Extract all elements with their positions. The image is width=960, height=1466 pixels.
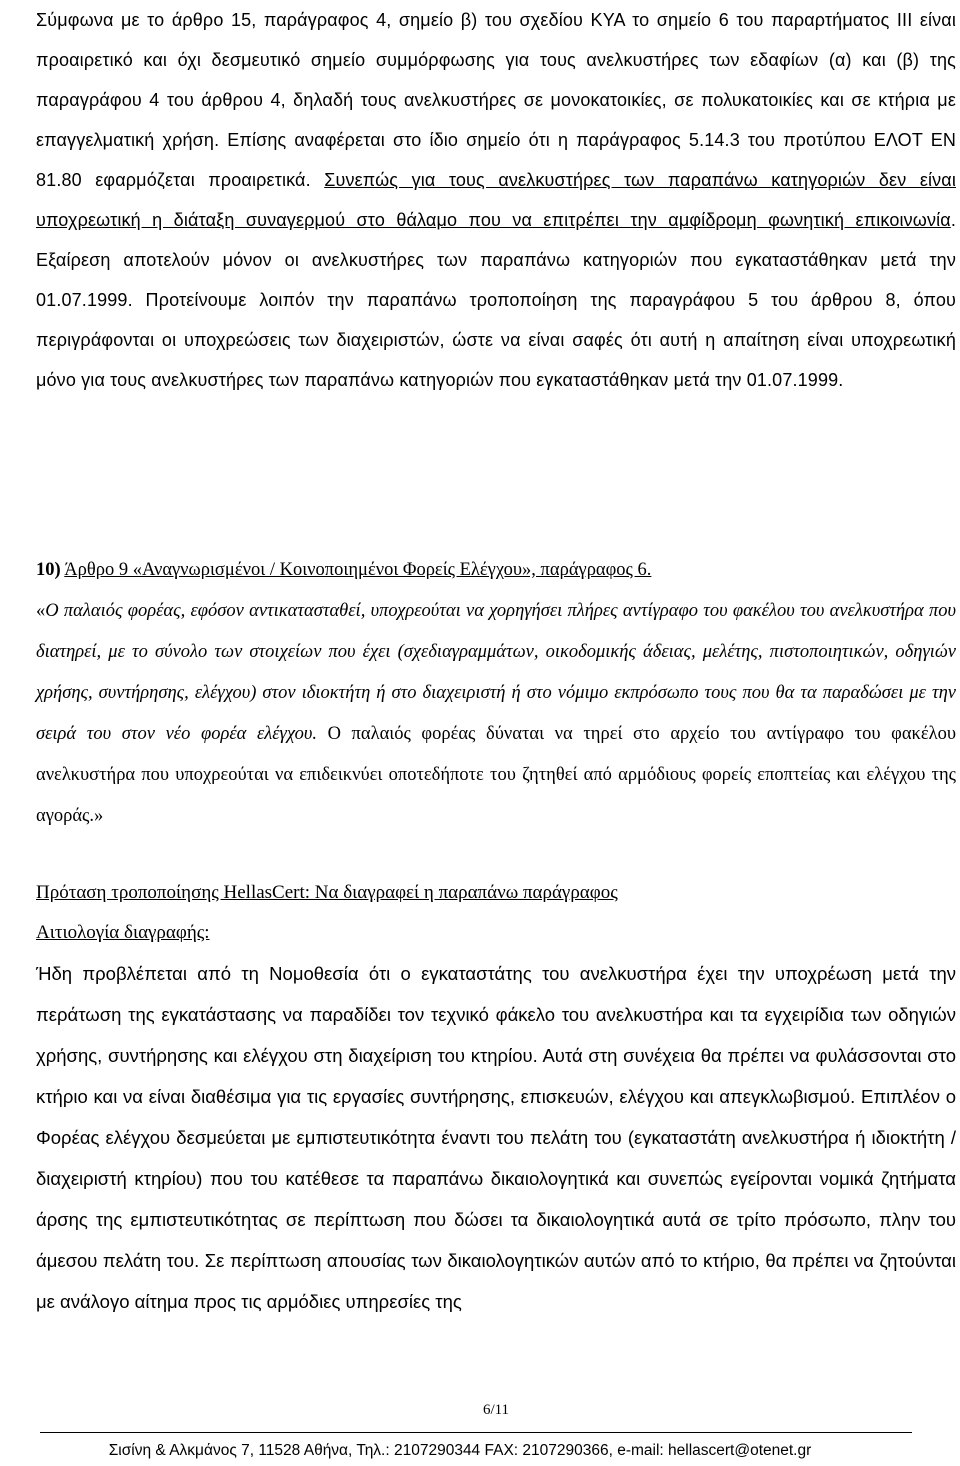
reason-paragraph: Ήδη προβλέπεται από τη Νομοθεσία ότι ο εγκαταστάτης του ανελκυστήρα έχει την υποχρέωση μετά την περάτωση της εγκατάστασης να παραδίδει τον τεχνικό φάκελο του ανελκυστήρα και τα εγχειρίδια των οδηγιών χρήσης, συντήρησης και ελέγχου στη διαχείριση του κτηρίου. Αυτά στη συνέχεια θα πρέπει να φυλάσσονται στο κτήριο και να είναι διαθέσιμα για τις εργασίες συντήρησης, επισκευών, ελέγχου και απεγκλωβισμού. Επιπλέον ο Φορέας ελέγχου δεσμεύεται με εμπιστευτικότητα έναντι του πελάτη του (εγκαταστάτη ανελκυστήρα ή ιδιοκτήτη / διαχειριστή κτηρίου) που του κατέθεσε τα παραπάνω δικαιολογητικά και συνεπώς εγείρονται νομικά ζητήματα άρσης της εμπιστευτικότητας σε περίπτωση που δώσει τα δικαιολογητικά αυτά σε τρίτο πρόσωπο, πλην του άμεσου πελάτη του. Σε περίπτωση απουσίας των δικαιολογητικών αυτών από το κτήριο, θα πρέπει να ζητούνται με ανάλογο αίτημα προς τις αρμόδιες υπηρεσίες της <box>36 963 956 1312</box>
paragraph-rest: . Εξαίρεση αποτελούν μόνον οι ανελκυστήρες των παραπάνω κατηγοριών που εγκαταστάθηκαν μετά την 01.07.1999. Προτείνουμε λοιπόν την παραπάνω τροποποίηση της παραγράφου 5 του άρθρου 8, όπου περιγράφονται οι υποχρεώσεις των διαχειριστών, ώστε να είναι σαφές ότι αυτή η απαίτηση είναι υποχρεωτική μόνο για τους ανελκυστήρες των παραπάνω κατηγοριών που εγκαταστάθηκαν μετά την 01.07.1999. <box>36 210 956 390</box>
quote-close-mark: » <box>94 806 104 826</box>
page-number: 6/11 <box>482 1402 510 1418</box>
page-footer: Σισίνη & Αλκμάνος 7, 11528 Αθήνα, Τηλ.: 2107290344 FAX: 2107290366, e-mail: hellascert@otenet.gr <box>108 1442 812 1459</box>
paragraph-article-15 <box>36 0 956 400</box>
footer-divider <box>40 1432 912 1433</box>
quoted-paragraph <box>36 591 956 837</box>
reason-label: Αιτιολογία διαγραφής: <box>36 922 210 943</box>
quote-upright-text: Ο παλαιός φορέας δύναται να τηρεί στο αρχείο του αντίγραφο του φακέλου ανελκυστήρα που υποχρεούται να επιδεικνύει οποτεδήποτε του ζητηθεί από αρμόδιους φορείς εποπτείας και ελέγχου της αγοράς. <box>36 724 956 826</box>
proposal-heading: Πρόταση τροποποίησης HellasCert: Να διαγραφεί η παραπάνω παράγραφος <box>36 882 618 903</box>
paragraph-intro: Σύμφωνα με το άρθρο 15, παράγραφος 4, σημείο β) του σχεδίου ΚΥΑ το σημείο 6 του παραρτήματος ΙΙΙ είναι προαιρετικό και όχι δεσμευτικό σημείο συμμόρφωσης για τους ανελκυστήρες των εδαφίων (α) και (β) της παραγράφου 4 του άρθρου 4, δηλαδή τους ανελκυστήρες σε μονοκατοικίες, σε πολυκατοικίες και σε κτήρια με επαγγελματική χρήση. Επίσης αναφέρεται στο ίδιο σημείο ότι η παράγραφος 5.14.3 του προτύπου ΕΛΟΤ ΕΝ 81.80 εφαρμόζεται προαιρετικά. <box>36 10 956 190</box>
section-number: 10) <box>36 560 61 580</box>
quote-open-mark: « <box>36 601 46 621</box>
paragraph-underlined-statement: Συνεπώς για τους ανελκυστήρες των παραπάνω κατηγοριών δεν είναι υποχρεωτική η διάταξη συναγερμού στο θάλαμο που να επιτρέπει την αμφίδρομη φωνητική επικοινωνία <box>36 170 956 230</box>
section-title: Άρθρο 9 «Αναγνωρισμένοι / Κοινοποιημένοι Φορείς Ελέγχου», παράγραφος 6. <box>64 560 652 580</box>
section-10-heading <box>36 555 956 585</box>
quote-italic-text: Ο παλαιός φορέας, εφόσον αντικατασταθεί, υποχρεούται να χορηγήσει πλήρες αντίγραφο του φακέλου του ανελκυστήρα που διατηρεί, με το σύνολο των στοιχείων που έχει (σχεδιαγραμμάτων, οικοδομικής άδειας, μελέτης, πιστοποιητικών, οδηγιών χρήσης, συντήρησης, ελέγχου) στον ιδιοκτήτη ή στο διαχειριστή ή στο νόμιμο εκπρόσωπο τους που θα τα παραδώσει με την σειρά του στον νέο φορέα ελέγχου. <box>36 601 956 744</box>
